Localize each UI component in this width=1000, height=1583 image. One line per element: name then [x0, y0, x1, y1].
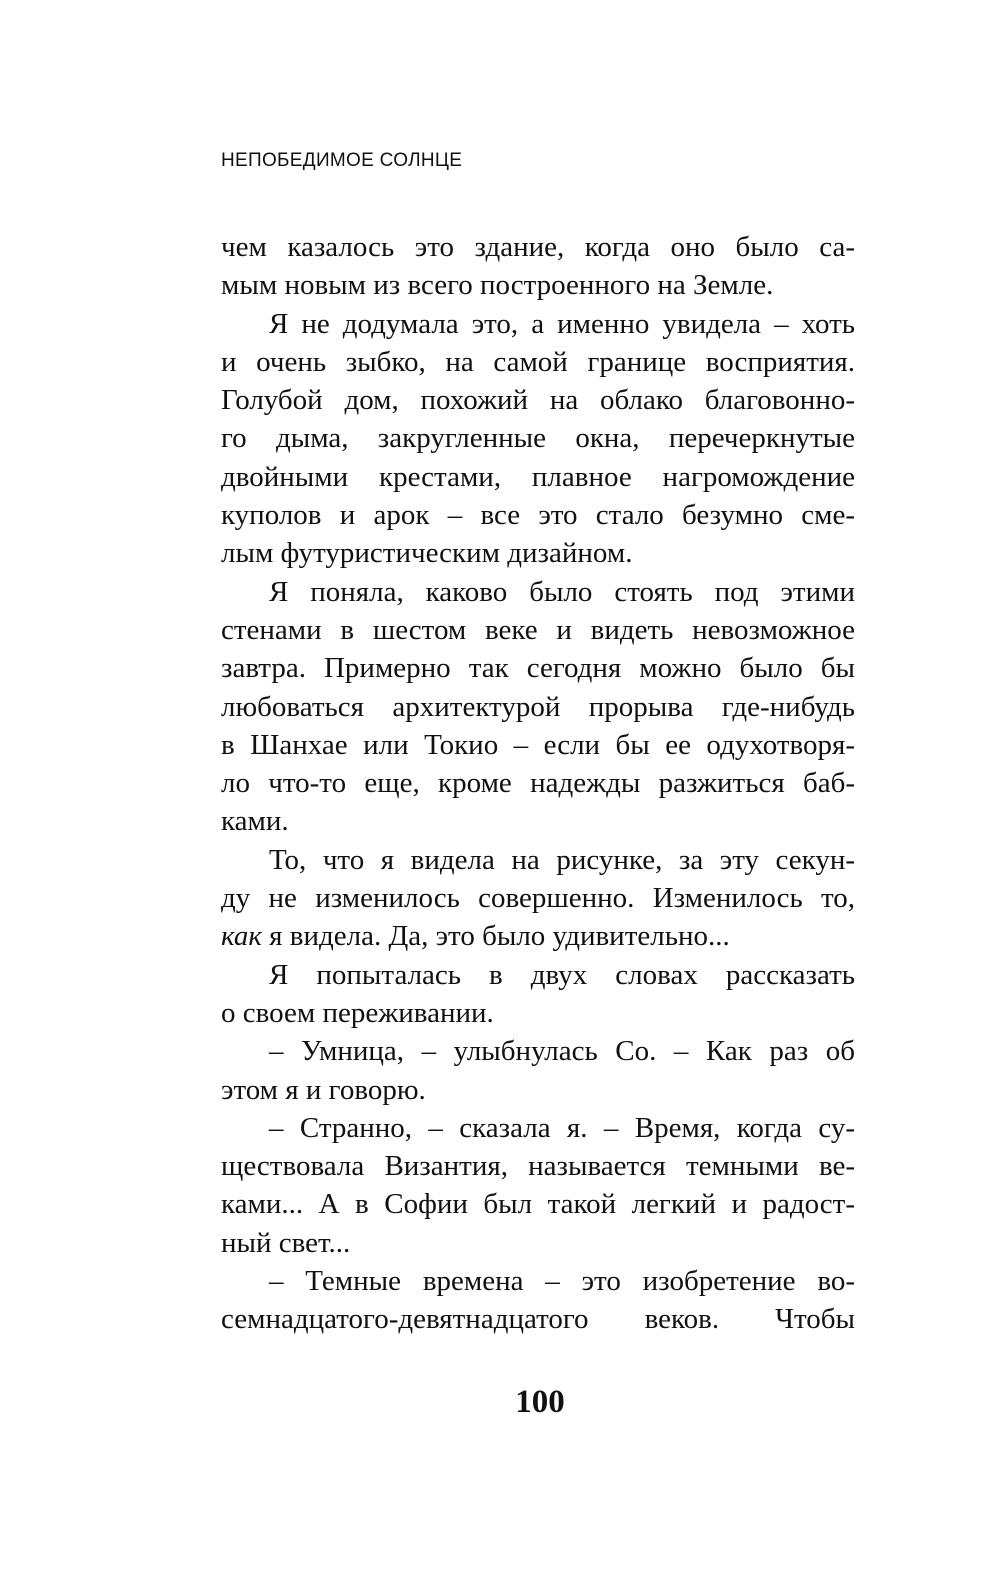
text-line: чем казалось это здание, когда оно было са-: [221, 231, 855, 263]
italic-word: как: [221, 920, 262, 953]
text-line: лым футуристическим дизайном.: [221, 537, 633, 570]
text-line: Я попыталась в двух словах рассказать: [269, 958, 855, 991]
text-line: любоваться архитектурой прорыва где-нибудь: [221, 690, 855, 723]
text-line: ками... А в Софии был такой легкий и радост-: [221, 1188, 855, 1221]
text-line: ществовала Византия, называется темными ве-: [221, 1150, 855, 1183]
text-line: Я не додумала это, а именно увидела – хоть: [269, 307, 855, 340]
text-line: семнадцатого-девятнадцатого веков. Чтобы: [221, 1303, 855, 1336]
text-line: ками.: [221, 805, 289, 838]
running-header: НЕПОБЕДИМОЕ СОЛНЦЕ: [221, 150, 463, 171]
page-text: [221, 228, 855, 1339]
text-line: куполов и арок – все это стало безумно сме-: [221, 499, 855, 532]
page-number: 100: [515, 1384, 565, 1420]
text-line: мым новым из всего построенного на Земле.: [221, 269, 774, 302]
text-line: стенами в шестом веке и видеть невозможное: [221, 613, 855, 646]
text-line: о своем переживании.: [221, 996, 494, 1029]
text-line: и очень зыбко, на самой границе восприятия.: [221, 345, 855, 378]
text-line: ло что-то еще, кроме надежды разжиться баб-: [221, 767, 855, 800]
text-line: в Шанхае или Токио – если бы ее одухотворя-: [221, 728, 855, 761]
text-line: – Умница, – улыбнулась Со. – Как раз об: [269, 1035, 855, 1068]
text-line: го дыма, закругленные окна, перечеркнутые: [221, 422, 855, 455]
text-line: ный свет...: [221, 1226, 351, 1259]
text-line: – Странно, – сказала я. – Время, когда су-: [269, 1111, 855, 1144]
text-line: [221, 917, 855, 955]
text-line: То, что я видела на рисунке, за эту секун-: [269, 843, 855, 876]
text-line: завтра. Примерно так сегодня можно было бы: [221, 652, 855, 685]
text-line: Я поняла, каково было стоять под этими: [269, 575, 855, 608]
text-line: Голубой дом, похожий на облако благовонно-: [221, 384, 855, 417]
text-line: – Темные времена – это изобретение во-: [269, 1265, 855, 1298]
text-line: двойными крестами, плавное нагромождение: [221, 460, 855, 493]
text-line: ду не изменилось совершенно. Изменилось то,: [221, 882, 855, 915]
text-line: этом я и говорю.: [221, 1073, 426, 1106]
text-line-rest: я видела. Да, это было удивительно...: [261, 920, 730, 953]
